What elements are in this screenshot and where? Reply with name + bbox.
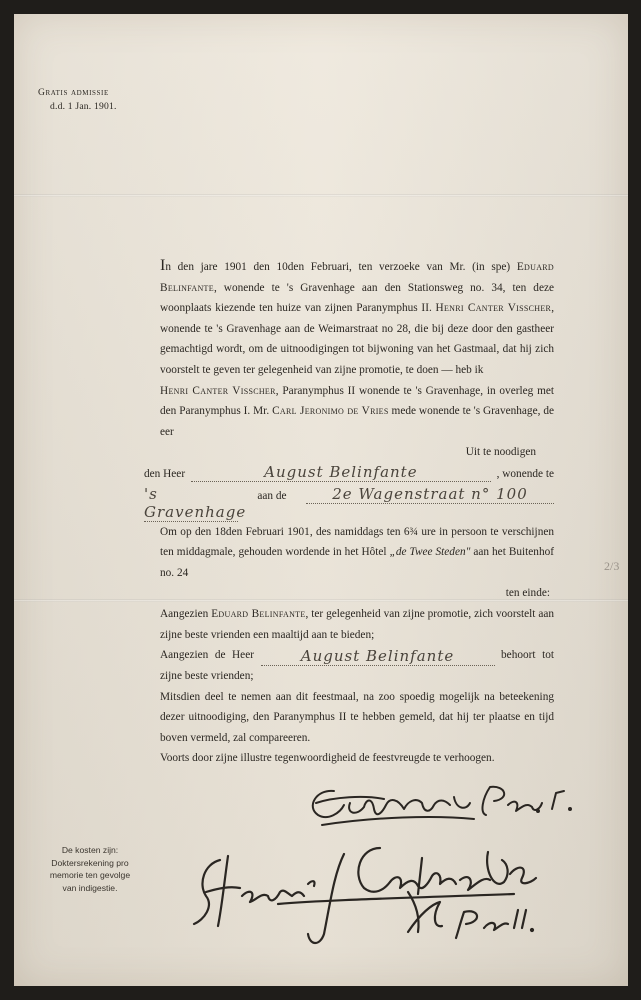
signature-paranymphus-1 — [294, 769, 584, 839]
city-handwritten: 's Gravenhage — [144, 484, 247, 521]
reason-2-start: Aangezien de Heer — [160, 649, 254, 662]
requester-name-2: Eduard Belinfante — [211, 607, 306, 620]
admission-title: Gratis admissie — [38, 87, 109, 98]
den-heer-label: den Heer — [144, 467, 186, 480]
letter-body — [144, 256, 554, 769]
hotel-name: „de Twee Steden" — [389, 546, 471, 559]
paper-fold — [14, 194, 628, 197]
guest-name-handwritten: August Belinfante — [191, 463, 491, 482]
requester-name: Eduard Belinfante — [160, 261, 555, 294]
footnote-line: De kosten zijn: — [61, 845, 119, 855]
reason-2-text: behoort tot zijne beste vrienden; — [160, 649, 554, 683]
guest-line — [144, 463, 554, 485]
admission-date: d.d. 1 Jan. 1901. — [50, 101, 117, 112]
footnote-line: van indigestie. — [62, 882, 118, 893]
host-text: , Paranymphus II wonende te 's Gravenhage, in overleg met den Paranymphus I. Mr. — [160, 384, 555, 418]
address-line — [144, 485, 554, 522]
pencil-note: 2/3 — [604, 559, 620, 573]
costs-footnote — [42, 844, 138, 894]
paragraph-reason-1 — [144, 604, 554, 645]
drop-cap: I — [160, 257, 166, 274]
document-sheet — [14, 14, 628, 986]
invite-line: Uit te noodigen — [465, 446, 536, 459]
admission-note — [38, 86, 117, 114]
signature-paranymphus-2 — [184, 834, 604, 954]
paragraph-dinner — [144, 522, 554, 584]
wonende-label: , wonende te — [496, 467, 554, 480]
paragraph-host — [144, 381, 554, 443]
paragraph-therefore: Mitsdien deel te nemen aan dit feestmaal, na zoo spoedig mogelijk na beteekening dezer uitnoodiging, den Paranymphus II te hebben gemeld, dat hij ter plaatse en tijd boven vermeld, zal compareeren. — [160, 690, 554, 744]
intro-rest-2: , wonende te 's Gravenhage aan de Weimarstraat no 28, die bij deze door den gastheer gemachtigd wordt, om de uitnoodigingen tot bijwoning van het Gastmaal, dat hij zich voorstelt te geven ter gelegenheid van zijne promotie, te doen — heb ik — [160, 302, 555, 376]
paragraph-intro — [144, 256, 554, 381]
footnote-line: Doktersrekening pro — [51, 857, 129, 868]
host-name: Henri Canter Visscher — [435, 302, 552, 315]
reason-1-text: , ter gelegenheid van zijne promotie, zich voorstelt aan zijne beste vrienden een maaltijd aan te bieden; — [160, 607, 555, 641]
host-text-end: mede wonende te 's Gravenhage, de eer — [160, 405, 554, 438]
ten-einde-line: ten einde: — [505, 587, 550, 600]
hotel-address: aan het Buitenhof no. 24 — [160, 546, 555, 579]
paragraph-reason-2 — [144, 645, 554, 687]
paranymphus-1-name: Carl Jeronimo de Vries — [272, 405, 389, 418]
guest-name-handwritten-2: August Belinfante — [261, 647, 495, 666]
intro-rest: , wonende te 's Gravenhage aan den Stationsweg no. 34, ten deze woonplaats kiezende ten huize van zijnen Paranymphus II. — [160, 281, 554, 315]
street-handwritten: 2e Wagenstraat n° 100 — [306, 485, 554, 504]
aan-de-label: aan de — [257, 489, 287, 502]
host-name-2: Henri Canter Visscher — [160, 384, 276, 397]
reason-1-start: Aangezien — [160, 607, 209, 620]
intro-text: n den jare 1901 den 10den Februari, ten verzoeke van Mr. (in spe) — [165, 261, 511, 273]
dinner-text: Om op den 18den Februari 1901, des namiddags ten 6¾ ure in persoon te verschijnen ten middagmale, gehouden wordende in het Hôtel — [160, 525, 554, 559]
footnote-line: memorie ten gevolge — [49, 870, 131, 881]
paragraph-closing: Voorts door zijne illustre tegenwoordigheid de feestvreugde te verhoogen. — [160, 752, 495, 765]
